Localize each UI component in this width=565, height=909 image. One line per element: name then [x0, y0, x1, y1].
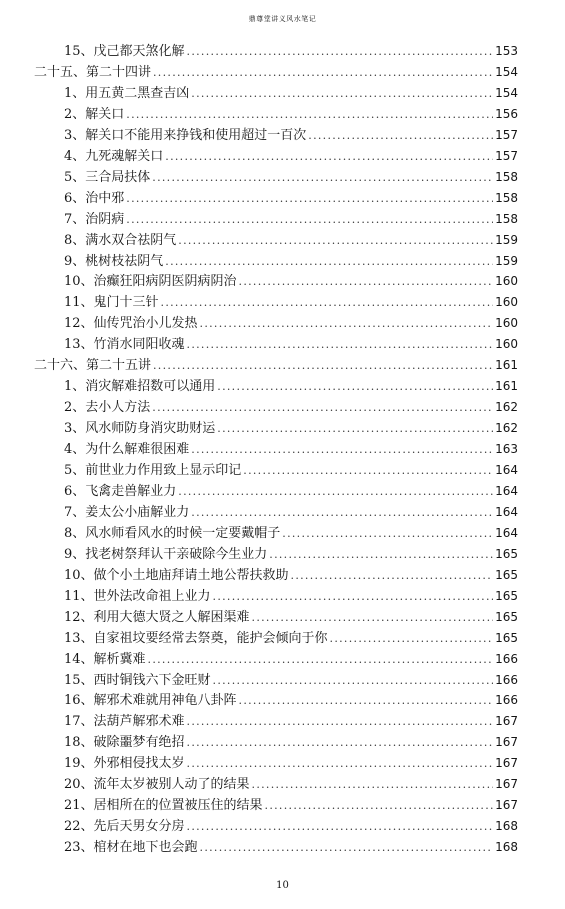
- toc-entry-page: 165: [495, 631, 518, 645]
- toc-section-entry: [64, 649, 518, 669]
- toc-entry-page: 165: [495, 610, 518, 624]
- toc-entry-title: 9、桃树枝祛阴气: [64, 254, 164, 269]
- toc-entry-title: 16、解邪术难就用神龟八卦阵: [64, 693, 237, 708]
- toc-entry-title: 4、九死魂解关口: [64, 149, 164, 164]
- toc-chapter-entry: [34, 62, 518, 82]
- toc-entry-page: 167: [495, 798, 518, 812]
- dot-leader: [217, 377, 493, 397]
- toc-entry-title: 19、外邪相侵找太岁: [64, 756, 185, 771]
- toc-entry-title: 8、风水师看风水的时候一定要戴帽子: [64, 526, 281, 541]
- dot-leader: [213, 587, 494, 607]
- toc-entry-page: 168: [495, 840, 518, 854]
- toc-entry-page: 164: [495, 484, 518, 498]
- toc-section-entry: [64, 586, 518, 606]
- toc-entry-page: 163: [495, 442, 518, 456]
- toc-section-entry: [64, 816, 518, 836]
- toc-section-entry: [64, 690, 518, 710]
- toc-entry-title: 7、治阴病: [64, 212, 125, 227]
- toc-entry-page: 154: [495, 65, 518, 79]
- toc-entry-page: 165: [495, 568, 518, 582]
- toc-entry-title: 20、流年太岁被别人动了的结果: [64, 777, 250, 792]
- toc-section-entry: [64, 146, 518, 166]
- toc-entry-title: 5、三合局扶体: [64, 170, 151, 185]
- dot-leader: [152, 168, 493, 188]
- toc-section-entry: [64, 753, 518, 773]
- toc-section-entry: [64, 313, 518, 333]
- toc-entry-page: 164: [495, 505, 518, 519]
- toc-entry-page: 160: [495, 274, 518, 288]
- toc-section-entry: [64, 837, 518, 857]
- toc-entry-title: 13、竹消水同阳收魂: [64, 337, 185, 352]
- toc-section-entry: [64, 774, 518, 794]
- dot-leader: [239, 272, 494, 292]
- toc-entry-title: 4、为什么解难很困难: [64, 442, 190, 457]
- toc-entry-page: 157: [495, 128, 518, 142]
- toc-entry-title: 17、法葫芦解邪术难: [64, 714, 185, 729]
- toc-entry-page: 166: [495, 693, 518, 707]
- toc-entry-page: 158: [495, 191, 518, 205]
- toc-entry-page: 167: [495, 756, 518, 770]
- toc-entry-title: 二十五、第二十四讲: [34, 65, 152, 80]
- toc-entry-page: 157: [495, 149, 518, 163]
- toc-section-entry: [64, 418, 518, 438]
- toc-entry-page: 167: [495, 714, 518, 728]
- dot-leader: [161, 293, 494, 313]
- toc-section-entry: [64, 230, 518, 250]
- dot-leader: [243, 461, 493, 481]
- toc-entry-title: 18、破除噩梦有绝招: [64, 735, 185, 750]
- toc-entry-page: 162: [495, 400, 518, 414]
- toc-entry-title: 23、棺材在地下也会跑: [64, 840, 198, 855]
- dot-leader: [126, 210, 493, 230]
- dot-leader: [330, 629, 494, 649]
- toc-entry-title: 6、治中邪: [64, 191, 125, 206]
- toc-entry-page: 156: [495, 107, 518, 121]
- dot-leader: [187, 817, 494, 837]
- toc-entry-title: 8、满水双合祛阴气: [64, 233, 177, 248]
- dot-leader: [282, 524, 493, 544]
- toc-entry-title: 2、去小人方法: [64, 400, 151, 415]
- toc-section-entry: [64, 607, 518, 627]
- dot-leader: [252, 775, 494, 795]
- toc-section-entry: [64, 544, 518, 564]
- dot-leader: [178, 231, 493, 251]
- dot-leader: [165, 147, 493, 167]
- toc-entry-title: 9、找老树祭拜认干亲破除今生业力: [64, 547, 268, 562]
- toc-section-entry: [64, 167, 518, 187]
- toc-entry-page: 162: [495, 421, 518, 435]
- toc-chapter-entry: [34, 355, 518, 375]
- toc-section-entry: [64, 795, 518, 815]
- toc-entry-page: 159: [495, 254, 518, 268]
- toc-entry-page: 160: [495, 316, 518, 330]
- toc-section-entry: [64, 523, 518, 543]
- dot-leader: [239, 691, 494, 711]
- toc-entry-page: 165: [495, 589, 518, 603]
- toc-section-entry: [64, 209, 518, 229]
- dot-leader: [200, 314, 494, 334]
- toc-section-entry: [64, 397, 518, 417]
- toc-entry-title: 二十六、第二十五讲: [34, 358, 152, 373]
- toc-entry-title: 11、鬼门十三针: [64, 295, 159, 310]
- toc-section-entry: [64, 125, 518, 145]
- dot-leader: [126, 189, 493, 209]
- toc-entry-page: 167: [495, 735, 518, 749]
- toc-entry-page: 160: [495, 295, 518, 309]
- toc-entry-page: 166: [495, 673, 518, 687]
- toc-section-entry: [64, 83, 518, 103]
- toc-section-entry: [64, 376, 518, 396]
- toc-entry-title: 22、先后天男女分房: [64, 819, 185, 834]
- dot-leader: [153, 356, 493, 376]
- dot-leader: [187, 335, 494, 355]
- dot-leader: [153, 63, 493, 83]
- toc-section-entry: [64, 251, 518, 271]
- toc-entry-title: 1、用五黄二黑查吉凶: [64, 86, 190, 101]
- dot-leader: [291, 566, 494, 586]
- toc-entry-page: 160: [495, 337, 518, 351]
- toc-entry-title: 15、戊己都天煞化解: [64, 44, 185, 59]
- toc-section-entry: [64, 565, 518, 585]
- toc-section-entry: [64, 732, 518, 752]
- dot-leader: [152, 398, 493, 418]
- running-head: 鼎尊堂讲义风水笔记: [248, 15, 317, 23]
- toc-entry-title: 3、解关口不能用来挣钱和使用超过一百次: [64, 128, 307, 143]
- dot-leader: [213, 671, 494, 691]
- dot-leader: [308, 126, 493, 146]
- toc-section-entry: [64, 711, 518, 731]
- dot-leader: [187, 733, 494, 753]
- dot-leader: [200, 838, 494, 858]
- toc-section-entry: [64, 41, 518, 61]
- dot-leader: [178, 482, 493, 502]
- toc-entry-title: 13、自家祖坟要经常去祭奠，能护会倾向于你: [64, 631, 328, 646]
- toc-entry-title: 14、解析冀难: [64, 652, 146, 667]
- toc-section-entry: [64, 271, 518, 291]
- dot-leader: [269, 545, 493, 565]
- dot-leader: [191, 440, 493, 460]
- toc-entry-page: 161: [495, 358, 518, 372]
- toc-entry-page: 161: [495, 379, 518, 393]
- toc-entry-page: 164: [495, 463, 518, 477]
- toc-entry-title: 5、前世业力作用致上显示印记: [64, 463, 242, 478]
- page-number: 10: [276, 880, 289, 891]
- toc-section-entry: [64, 334, 518, 354]
- toc-entry-page: 165: [495, 547, 518, 561]
- toc-entry-page: 153: [495, 44, 518, 58]
- toc-entry-page: 166: [495, 652, 518, 666]
- toc-section-entry: [64, 292, 518, 312]
- toc-entry-title: 10、做个小土地庙拜请土地公帮扶救助: [64, 568, 289, 583]
- toc-section-entry: [64, 460, 518, 480]
- toc-entry-title: 7、姜太公小庙解业力: [64, 505, 190, 520]
- dot-leader: [187, 712, 494, 732]
- dot-leader: [126, 105, 493, 125]
- dot-leader: [252, 608, 494, 628]
- toc-entry-page: 167: [495, 777, 518, 791]
- dot-leader: [165, 252, 493, 272]
- toc-section-entry: [64, 104, 518, 124]
- dot-leader: [191, 503, 493, 523]
- toc-entry-title: 10、治癫狂阳病阴医阴病阴治: [64, 274, 237, 289]
- toc-entry-page: 158: [495, 170, 518, 184]
- toc-entry-page: 154: [495, 86, 518, 100]
- toc-entry-title: 12、仙传咒治小儿发热: [64, 316, 198, 331]
- toc-section-entry: [64, 481, 518, 501]
- toc-section-entry: [64, 628, 518, 648]
- toc-section-entry: [64, 670, 518, 690]
- toc-entry-title: 12、利用大德大贤之人解困渠难: [64, 610, 250, 625]
- dot-leader: [217, 419, 493, 439]
- toc-entry-page: 164: [495, 526, 518, 540]
- dot-leader: [265, 796, 494, 816]
- toc-section-entry: [64, 439, 518, 459]
- toc-entry-page: 159: [495, 233, 518, 247]
- toc-entry-page: 158: [495, 212, 518, 226]
- toc-entry-page: 168: [495, 819, 518, 833]
- dot-leader: [187, 754, 494, 774]
- toc-entry-title: 21、居相所在的位置被压住的结果: [64, 798, 263, 813]
- toc-entry-title: 1、消灾解难招数可以通用: [64, 379, 216, 394]
- toc-entry-title: 2、解关口: [64, 107, 125, 122]
- toc-entry-title: 6、飞禽走兽解业力: [64, 484, 177, 499]
- dot-leader: [191, 84, 493, 104]
- dot-leader: [148, 650, 494, 670]
- toc-entry-title: 15、西时铜钱六下金旺财: [64, 673, 211, 688]
- toc-entry-title: 11、世外法改命祖上业力: [64, 589, 211, 604]
- toc-section-entry: [64, 502, 518, 522]
- dot-leader: [187, 42, 494, 62]
- toc-section-entry: [64, 188, 518, 208]
- toc-entry-title: 3、风水师防身消灾助财运: [64, 421, 216, 436]
